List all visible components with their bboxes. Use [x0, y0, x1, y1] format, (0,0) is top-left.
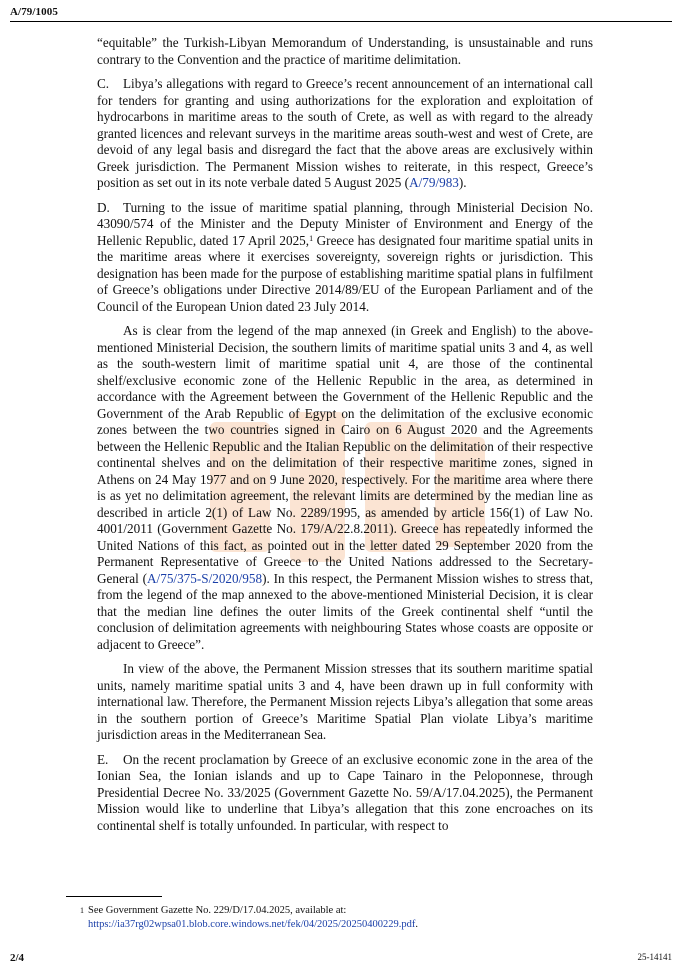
footnote	[80, 904, 418, 932]
paragraph-e-text: On the recent proclamation by Greece of an exclusive economic zone in the area of the Ionian Sea, the Ionian islands and up to Cape Tainaro in the Peloponnese, through Presidential Decree No. 33/2025 (Government Gazette No. 59/A/17.04.2025), the Permanent Mission would like to underline that Libya’s allegation that this zone encroaches on its continental shelf is totally unfounded. In particular, with respect to	[97, 751, 593, 833]
paragraph-label-c: C.	[97, 76, 110, 91]
page-number: 2/4	[10, 952, 25, 964]
paragraph-map-legend	[97, 323, 593, 653]
paragraph-c-end: ).	[458, 175, 467, 190]
footnote-text: See Government Gazette No. 229/D/17.04.2025, available at:	[88, 905, 347, 916]
document-symbol: A/79/1005	[10, 6, 58, 18]
paragraph-continuation: “equitable” the Turkish-Libyan Memorandum of Understanding, is unsustainable and runs contrary to the Convention and the practice of maritime delimitation.	[97, 35, 593, 67]
footnote-ref-1[interactable]: 1	[309, 233, 314, 243]
paragraph-d-text-b: Greece has designated four maritime spatial units in the maritime areas where it exercises sovereignty, sovereign rights or jurisdiction. This designation has been made for the purpose of establishing maritime spatial plans in fulfilment of Greece’s obligations under Directive 2014/89/EU of the European Parliament and of the Council of the European Union dated 23 July 2014.	[97, 232, 593, 314]
footnote-url-link[interactable]: https://ia37rg02wpsa01.blob.core.windows.net/fek/04/2025/20250400229.pdf	[88, 919, 416, 930]
paragraph-d	[97, 200, 593, 316]
paragraph-map-legend-text-a: As is clear from the legend of the map annexed (in Greek and English) to the above-mentioned Ministerial Decision, the southern limits of maritime spatial units 3 and 4, as well as the south-western limit of maritime spatial unit 4, are those of the continental shelf/exclusive economic zone of the Hellenic Republic in the area, as determined in accordance with the Agreement between the Government of the Hellenic Republic and the Government of the Arab Republic of Egypt on the delimitation of the exclusive economic zones between the two countries signed in Cairo on 6 August 2020 and the Agreements between the Hellenic Republic and the Italian Republic on the delimitation of their respective continental shelves and on the delimitation of their respective maritime zones, signed in Athens on 24 May 1977 and on 9 June 2020, respectively. For the maritime area where there is as yet no delimitation agreement, the relevant limits are determined by the median line as described in article 2(1) of Law No. 2289/1995, as amended by article 156(1) of Law No. 4001/2011 (Government Gazette No. 179/A/22.8.2011). Greece has repeatedly informed the United Nations of this fact, as pointed out in the letter dated 29 September 2020 from the Permanent Representative of Greece to the United Nations addressed to the Secretary-General (	[97, 323, 593, 586]
paragraph-conclusion: In view of the above, the Permanent Mission stresses that its southern maritime spatial units, namely maritime spatial units 3 and 4, have been drawn up in full conformity with international law. Therefore, the Permanent Mission rejects Libya’s allegation that some areas in the southern portion of Greece’s Maritime Spatial Plan violate Libya’s maritime jurisdiction areas in the Mediterranean Sea.	[97, 661, 593, 742]
document-link-a-75-375[interactable]: A/75/375-S/2020/958	[147, 570, 263, 586]
job-number: 25-14141	[637, 952, 672, 962]
paragraph-c	[97, 76, 593, 192]
footnote-rule	[66, 896, 162, 897]
paragraph-d-text-a: Turning to the issue of maritime spatial planning, through Ministerial Decision No. 43090/574 of the Minister and the Deputy Minister of Environment and Energy of the Hellenic Republic, dated 17 April 2025,	[97, 199, 593, 248]
paragraph-label-d: D.	[97, 199, 110, 215]
paragraph-map-legend-text-b: ). In this respect, the Permanent Mission wishes to stress that, from the legend of the map annexed to the above-mentioned Ministerial Decision, it is clear that the median line defines the outer limits of the Greek continental shelf “until the conclusion of delimitation agreements with neighbouring States whose coasts are opposite or adjacent to Greece”.	[97, 570, 593, 652]
paragraph-label-e: E.	[97, 751, 109, 767]
header-rule	[10, 21, 672, 22]
paragraph-c-text: Libya’s allegations with regard to Greece’s recent announcement of an international call for tenders for granting and using authorizations for the exploration and exploitation of hydrocarbons in maritime areas to the south of Crete, as well as with regard to the already granted licences and relevant surveys in the maritime areas south-west and west of Crete, are devoid of any legal basis and disregard the fact that the above areas are exclusively within Greek jurisdiction. The Permanent Mission wishes to reiterate, in this respect, Greece’s position as set out in its note verbale dated 5 August 2025 (	[97, 76, 593, 190]
footnote-end: .	[415, 919, 418, 930]
document-link-a-79-983[interactable]: A/79/983	[409, 175, 459, 190]
footnote-number: 1	[80, 906, 84, 915]
document-body	[97, 35, 593, 842]
paragraph-e	[97, 752, 593, 835]
